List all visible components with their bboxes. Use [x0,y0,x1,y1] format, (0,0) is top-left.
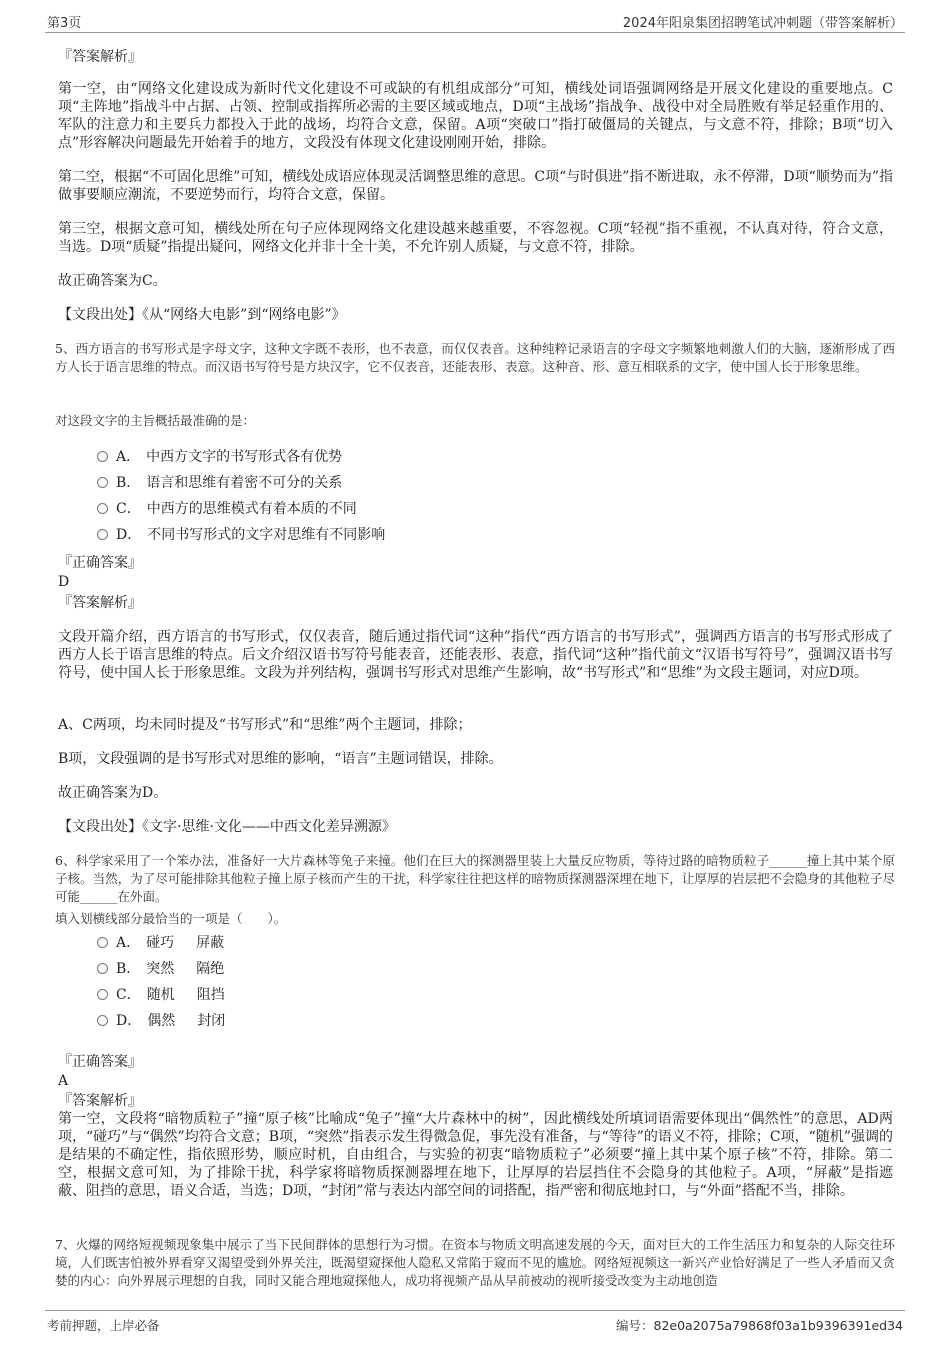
q5-stem: 5、西方语言的书写形式是字母文字，这种文字既不表形，也不表意，而仅仅表音。这种纯粹记录语言的字母文字频繁地刺激人们的大脑，逐渐形成了西方人长于语言思维的特点。而汉语书写符号是方块汉字，它不仅表音，还能表形、表意。这种音、形、意互相联系的文字，使中国人长于形象思维。 [55,341,895,374]
radio-icon[interactable] [97,529,108,540]
q4-analysis-p1: 第一空，由“网络文化建设成为新时代文化建设不可或缺的有机组成部分”可知，横线处词语强调网络是开展文化建设的重要地点。C项“主阵地”指战斗中占据、占领、控制或指挥所必需的主要区域或地点，D项“主战场”指战争、战役中对全局胜败有举足轻重作用的、军队的注意力和主要兵力都投入于此的战场，均符合文意，保留。A项“突破口”指打破僵局的关键点，与文意不符，排除；B项“切入点”形容解决问题最先开始着手的地方，文段没有体现文化建设刚刚开始，排除。 [58,81,893,151]
q5-conclusion: 故正确答案为D。 [58,785,168,801]
q5-answer: D [58,574,70,590]
q6-option-b[interactable]: B． 突然 隔绝 [97,959,224,979]
q6-stem: 6、科学家采用了一个笨办法，准备好一大片森林等兔子来撞。他们在巨大的探测器里装上大量反应物质，等待过路的暗物质粒子______撞上其中某个原子核。当然，为了尽可能排除其他粒子撞上原子核而产生的干扰，科学家往往把这样的暗物质探测器深埋在地下，让厚厚的岩层把不会隐身的其他粒子尽可能______在外面。 [55,853,895,904]
q4-source: 【文段出处】《从“网络大电影”到“网络电影”》 [58,307,346,323]
radio-icon[interactable] [97,477,108,488]
q5-analysis-p2: A、C两项，均未同时提及“书写形式”和“思维”两个主题词，排除； [58,717,472,733]
q6-option-d[interactable]: D． 偶然 封闭 [97,1011,225,1031]
page-footer [45,1310,905,1335]
q5-answer-label: 『正确答案』 [58,555,142,571]
q5-analysis-p3: B项，文段强调的是书写形式对思维的影响，“语言”主题词错误，排除。 [58,751,503,767]
q6-analysis-p1: 第一空，文段将“暗物质粒子”撞“原子核”比喻成“兔子”撞“大片森林中的树”，因此横线处所填词语需要体现出“偶然性”的意思，AD两项，“碰巧”与“偶然”均符合文意；B项，“突然”指表示发生得微急促，事先没有准备，与“等待”的语义不符，排除；C项，“随机”强调的是结果的不确定性，指依照形势，顺应时机，自由组合，与实验的初衷“暗物质粒子”必须要“撞上其中某个原子核”不符，排除。第二空，根据文意可知，为了排除干扰，科学家将暗物质探测器埋在地下，让厚厚的岩层挡住不会隐身的其他粒子。A项，“屏蔽”是指遮蔽、阻挡的意思，语义合适，当选；D项，“封闭”常与表达内部空间的词搭配，指严密和彻底地封口，与“外面”搭配不当，排除。 [58,1111,893,1199]
page-number: 第3页 [47,16,82,31]
radio-icon[interactable] [97,963,108,974]
radio-icon[interactable] [97,1015,108,1026]
document-title: 2024年阳泉集团招聘笔试冲刺题（带答案解析） [622,16,903,31]
q5-analysis-p1: 文段开篇介绍，西方语言的书写形式，仅仅表音，随后通过指代词“这种”指代“西方语言的书写形式”，强调西方语言的书写形式形成了西方人长于语言思维的特点。后文介绍汉语书写符号能表音，还能表形、表意，指代词“这种”指代前文“汉语书写符号”，强调汉语书写符号，使中国人长于形象思维。文段为并列结构，强调书写形式对思维产生影响，故“书写形式”和“思维”为文段主题词，对应D项。 [58,629,893,681]
q5-option-a[interactable]: A． 中西方文字的书写形式各有优势 [97,447,342,467]
q5-option-d[interactable]: D． 不同书写形式的文字对思维有不同影响 [97,525,385,545]
page-header [45,8,905,33]
q4-analysis-p2: 第二空，根据“不可固化思维”可知，横线处成语应体现灵活调整思维的意思。C项“与时俱进”指不断进取，永不停滞，D项“顺势而为”指做事要顺应潮流，不要逆势而行，均符合文意，保留。 [58,169,893,203]
radio-icon[interactable] [97,989,108,1000]
q5-analysis-label: 『答案解析』 [58,595,142,611]
q5-option-b[interactable]: B． 语言和思维有着密不可分的关系 [97,473,342,493]
q6-answer: A [58,1073,69,1089]
q7-stem: 7、火爆的网络短视频现象集中展示了当下民间群体的思想行为习惯。在资本与物质文明高速发展的今天，面对巨大的工作生活压力和复杂的人际交往环境，人们既害怕被外界看穿又渴望受到外界关注，既渴望窥探他人隐私又常陷于窥而不见的尴尬。网络短视频这一新兴产业恰好满足了一些人矛盾而又贪婪的内心：向外界展示理想的自我，同时又能合理地窥探他人，成功将视频产品从早前被动的视听接受改变为主动地创造 [55,1237,895,1288]
footer-slogan: 考前押题，上岸必备 [47,1318,160,1333]
q5-source: 【文段出处】《文字·思维·文化——中西文化差异溯源》 [58,819,396,835]
q4-conclusion: 故正确答案为C。 [58,273,167,289]
q4-analysis-p3: 第三空，根据文意可知，横线处所在句子应体现网络文化建设越来越重要，不容忽视。C项“轻视”指不重视，不认真对待，符合文意，当选。D项“质疑”指提出疑问，网络文化并非十全十美，不允许别人质疑，与文意不符，排除。 [58,221,893,255]
radio-icon[interactable] [97,503,108,514]
q6-analysis-label: 『答案解析』 [58,1093,142,1109]
footer-serial: 编号：82e0a2075a79868f03a1b9396391ed34 [616,1318,903,1333]
radio-icon[interactable] [97,937,108,948]
q5-option-c[interactable]: C． 中西方的思维模式有着本质的不同 [97,499,357,519]
q6-option-a[interactable]: A． 碰巧 屏蔽 [97,933,224,953]
radio-icon[interactable] [97,451,108,462]
q6-answer-label: 『正确答案』 [58,1054,142,1070]
q4-analysis-label: 『答案解析』 [58,49,142,65]
q6-question: 填入划横线部分最恰当的一项是（ ）。 [55,911,287,926]
q5-question: 对这段文字的主旨概括最准确的是： [55,413,256,428]
q6-option-c[interactable]: C． 随机 阻挡 [97,985,225,1005]
